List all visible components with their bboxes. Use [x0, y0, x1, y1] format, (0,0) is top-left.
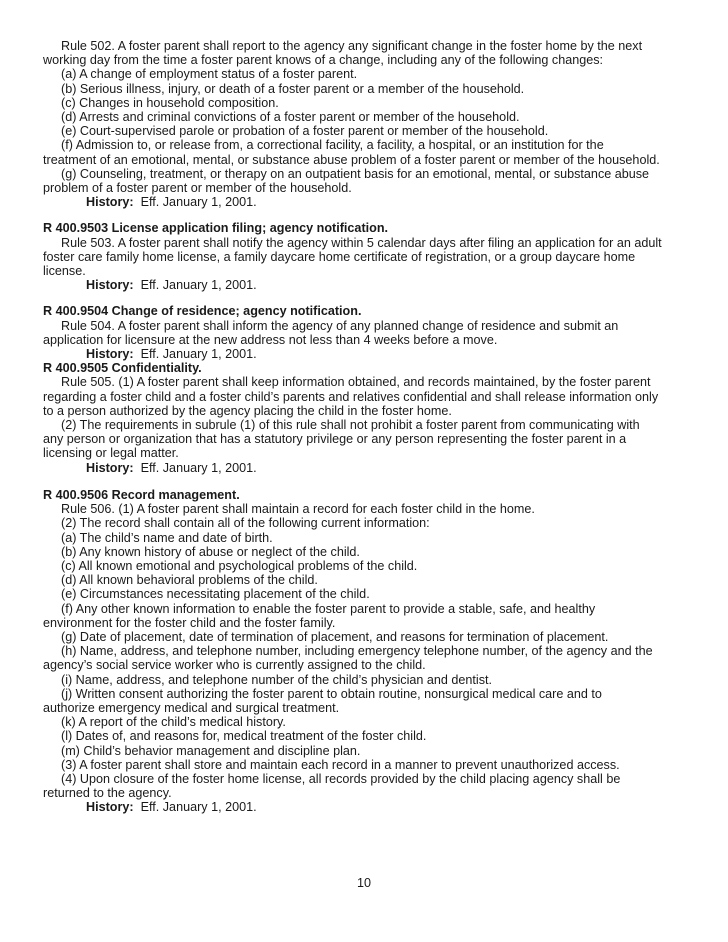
rule-505-line: Rule 505. (1) A foster parent shall keep information obtained, and records maintained, by the foster parent — [61, 375, 651, 390]
rule-502-line: working day from the time a foster parent knows of a change, including any of the following changes: — [43, 53, 604, 68]
rule-505-line: licensing or legal matter. — [43, 446, 179, 461]
document-page — [43, 39, 691, 815]
history-label: History: — [86, 800, 134, 815]
rule-503-line: Rule 503. A foster parent shall notify the agency within 5 calendar days after filing an application for an adult — [61, 235, 662, 250]
history-label: History: — [86, 278, 134, 293]
history-text: Eff. January 1, 2001. — [140, 278, 257, 293]
rule-504-history — [43, 347, 691, 361]
history-label: History: — [86, 195, 134, 210]
rule-506-item-h: (h) Name, address, and telephone number, including emergency telephone number, of the agency and the — [61, 644, 653, 659]
rule-505-heading: R 400.9505 Confidentiality. — [43, 361, 202, 376]
rule-505-line: any person or organization that has a statutory privilege or any person representing the foster parent in a — [43, 432, 627, 447]
rule-502-line: Rule 502. A foster parent shall report to the agency any significant change in the foster home by the next — [61, 39, 643, 53]
rule-503-section — [43, 221, 691, 292]
rule-504-section — [43, 304, 691, 361]
rule-505-line: to a person authorized by the agency placing the child in the foster home. — [43, 403, 452, 418]
rule-505-line: regarding a foster child and a foster child’s parents and relatives confidential and shall release information only — [43, 389, 659, 404]
rule-506-line: returned to the agency. — [43, 786, 172, 801]
page-number: 10 — [356, 876, 371, 890]
rule-502-line: problem of a foster parent or member of the household. — [43, 181, 352, 196]
rule-504-line: application for licensure at the new address not less than 4 weeks before a move. — [43, 332, 498, 347]
rule-506-item-e: (e) Circumstances necessitating placement of the child. — [61, 587, 370, 602]
rule-503-history — [43, 278, 691, 292]
rule-506-item-c: (c) All known emotional and psychological problems of the child. — [61, 558, 418, 573]
rule-502-item-f: (f) Admission to, or release from, a correctional facility, a facility, a hospital, or an institution for the — [61, 138, 604, 153]
rule-506-item-m: (m) Child’s behavior management and discipline plan. — [61, 743, 361, 758]
rule-502-line: treatment of an emotional, mental, or substance abuse problem of a foster parent or member of the household. — [43, 152, 660, 167]
rule-502-item-b: (b) Serious illness, injury, or death of a foster parent or a member of the household. — [61, 81, 525, 96]
rule-503-heading: R 400.9503 License application filing; agency notification. — [43, 221, 389, 236]
rule-506-heading: R 400.9506 Record management. — [43, 487, 240, 502]
rule-504-heading: R 400.9504 Change of residence; agency notification. — [43, 304, 362, 319]
rule-502-section — [43, 39, 691, 209]
rule-506-subrule-3: (3) A foster parent shall store and maintain each record in a manner to prevent unauthorized access. — [61, 757, 620, 772]
history-text: Eff. January 1, 2001. — [140, 460, 257, 475]
rule-506-item-f: (f) Any other known information to enable the foster parent to provide a stable, safe, and healthy — [61, 601, 596, 616]
rule-506-item-d: (d) All known behavioral problems of the child. — [61, 573, 318, 588]
rule-506-item-j: (j) Written consent authorizing the foster parent to obtain routine, nonsurgical medical care and to — [61, 686, 602, 701]
rule-505-section — [43, 361, 691, 475]
rule-503-line: license. — [43, 264, 86, 279]
history-text: Eff. January 1, 2001. — [140, 347, 257, 362]
history-text: Eff. January 1, 2001. — [140, 195, 257, 210]
rule-502-item-g: (g) Counseling, treatment, or therapy on an outpatient basis for an emotional, mental, or substance abuse — [61, 166, 650, 181]
rule-506-history — [43, 800, 691, 814]
rule-506-item-b: (b) Any known history of abuse or neglect of the child. — [61, 544, 360, 559]
rule-506-item-k: (k) A report of the child’s medical history. — [61, 715, 286, 730]
rule-506-line: environment for the foster child and the foster family. — [43, 615, 336, 630]
rule-506-item-l: (l) Dates of, and reasons for, medical treatment of the foster child. — [61, 729, 427, 744]
rule-506-line: agency’s social service worker who is currently assigned to the child. — [43, 658, 426, 673]
history-text: Eff. January 1, 2001. — [140, 800, 257, 815]
rule-502-item-d: (d) Arrests and criminal convictions of a foster parent or member of the household. — [61, 110, 520, 125]
rule-502-item-e: (e) Court-supervised parole or probation of a foster parent or member of the household. — [61, 124, 549, 139]
rule-506-item-g: (g) Date of placement, date of termination of placement, and reasons for termination of placement. — [61, 629, 609, 644]
rule-506-item-i: (i) Name, address, and telephone number of the child’s physician and dentist. — [61, 672, 493, 687]
history-label: History: — [86, 460, 134, 475]
rule-502-history — [43, 195, 691, 209]
rule-505-history — [43, 461, 691, 475]
rule-503-line: foster care family home license, a family daycare home certificate of registration, or a group daycare home — [43, 249, 636, 264]
rule-504-line: Rule 504. A foster parent shall inform the agency of any planned change of residence and submit an — [61, 318, 619, 333]
rule-506-item-a: (a) The child’s name and date of birth. — [61, 530, 273, 545]
history-label: History: — [86, 347, 134, 362]
rule-506-subrule-4: (4) Upon closure of the foster home license, all records provided by the child placing agency shall be — [61, 771, 621, 786]
rule-502-item-a: (a) A change of employment status of a foster parent. — [61, 67, 358, 82]
rule-506-section — [43, 488, 691, 815]
rule-505-subrule-2: (2) The requirements in subrule (1) of this rule shall not prohibit a foster parent from communicating with — [61, 418, 640, 433]
rule-506-line: authorize emergency medical and surgical treatment. — [43, 700, 340, 715]
rule-506-subrule-2: (2) The record shall contain all of the following current information: — [61, 516, 430, 531]
rule-506-line: Rule 506. (1) A foster parent shall maintain a record for each foster child in the home. — [61, 502, 535, 517]
rule-502-item-c: (c) Changes in household composition. — [61, 95, 279, 110]
